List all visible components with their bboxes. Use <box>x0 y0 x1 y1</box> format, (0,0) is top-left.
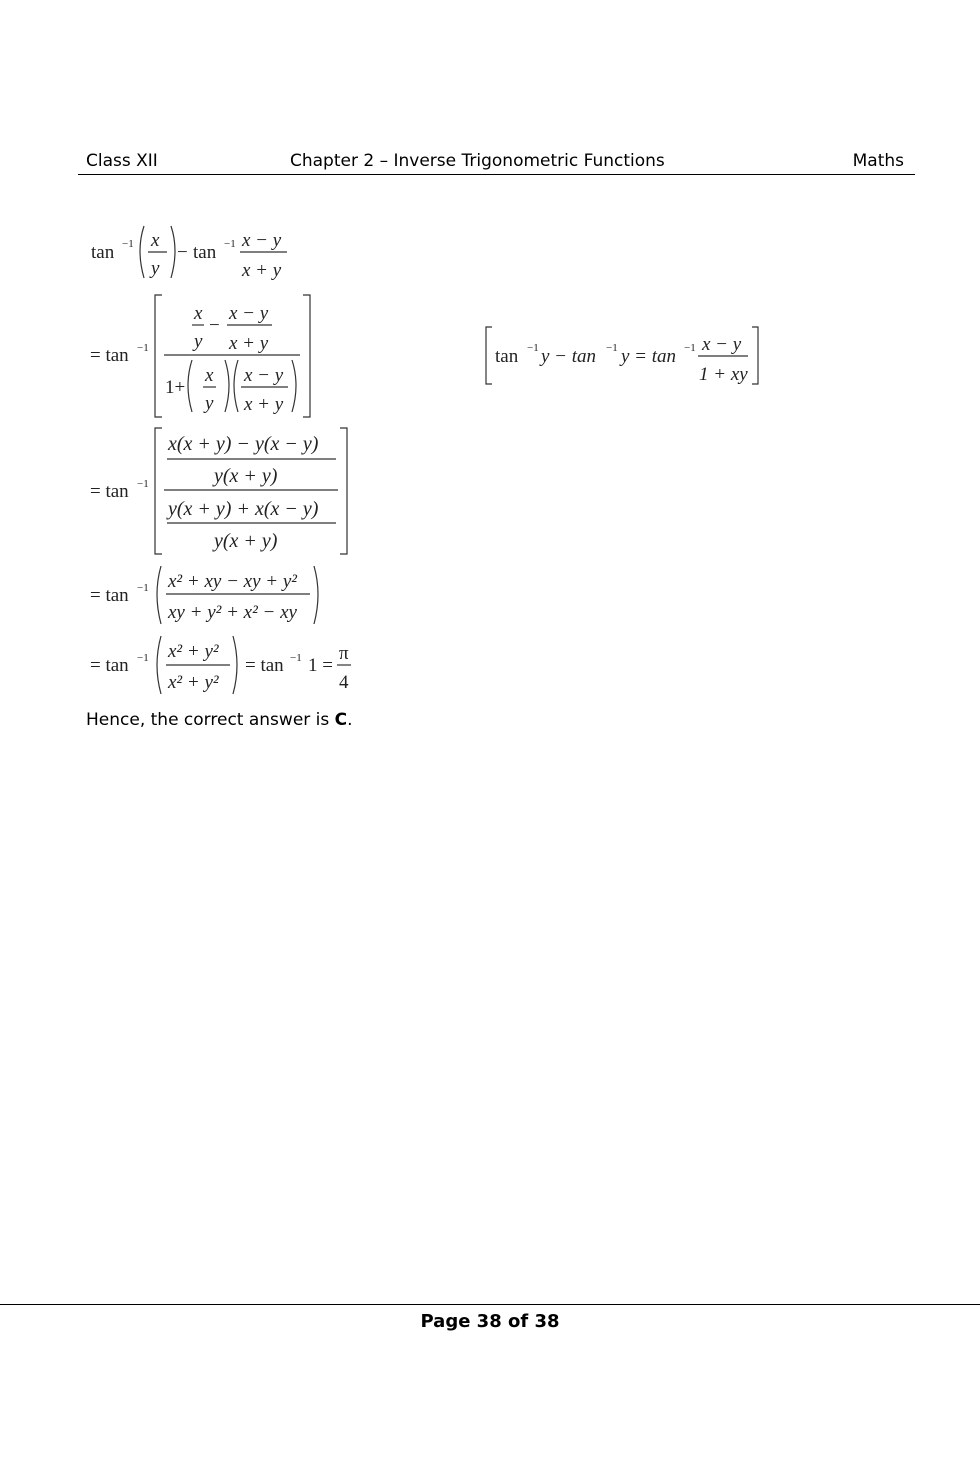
solution-derivation <box>80 220 380 700</box>
one-equals: 1 = <box>308 655 333 676</box>
header-chapter: Chapter 2 – Inverse Trigonometric Functions <box>290 151 665 171</box>
page-number: Page 38 of 38 <box>420 1311 560 1332</box>
frac-num: x − y <box>229 303 269 324</box>
eq-tan-label: = tan <box>90 655 129 676</box>
var-x: x <box>194 303 203 324</box>
identity-den: 1 + xy <box>699 364 748 385</box>
var-x: x <box>205 365 214 386</box>
inverse-sup: −1 <box>137 652 149 664</box>
line4-den: xy + y² + x² − xy <box>168 602 297 623</box>
one-plus: 1+ <box>165 377 186 398</box>
tan-label: tan <box>91 242 115 263</box>
identity-note <box>478 320 768 390</box>
var-y: y <box>205 393 214 414</box>
line3-num: x(x + y) − y(x − y) <box>168 433 319 455</box>
eq-tan-label: = tan <box>90 481 129 502</box>
inverse-sup: −1 <box>137 582 149 594</box>
frac-den: x + y <box>242 260 282 281</box>
line5-num: x² + y² <box>168 641 219 662</box>
eq-tan-label: = tan <box>245 655 284 676</box>
line3-den: y(x + y) <box>214 465 278 487</box>
var-y: y <box>151 258 160 279</box>
inverse-sup: −1 <box>527 342 539 354</box>
identity-term1: y − tan <box>541 346 597 367</box>
header-rule <box>78 174 915 175</box>
inverse-sup: −1 <box>137 342 149 354</box>
conclusion-prefix: Hence, the correct answer is <box>86 710 335 730</box>
inverse-sup: −1 <box>224 238 236 250</box>
tan-label: tan <box>193 242 217 263</box>
answer-letter: C <box>334 710 348 730</box>
eq-tan-label: = tan <box>90 345 129 366</box>
conclusion-text <box>86 710 353 730</box>
var-x: x <box>151 230 160 251</box>
frac-den: x + y <box>229 333 269 354</box>
identity-term2: y = tan <box>621 346 677 367</box>
minus-sign: − <box>177 242 188 263</box>
header-class: Class XII <box>86 151 158 171</box>
pi-symbol: π <box>339 643 349 664</box>
inverse-sup: −1 <box>606 342 618 354</box>
inverse-sup: −1 <box>290 652 302 664</box>
line5-den: x² + y² <box>168 672 219 693</box>
line3-num2: y(x + y) + x(x − y) <box>168 498 319 520</box>
footer-rule <box>0 1304 980 1305</box>
inverse-sup: −1 <box>137 478 149 490</box>
inverse-sup: −1 <box>122 238 134 250</box>
header-subject: Maths <box>852 151 904 171</box>
eq-tan-label: = tan <box>90 585 129 606</box>
var-y: y <box>194 331 203 352</box>
conclusion-suffix: . <box>347 710 353 730</box>
minus-sign: − <box>209 315 220 336</box>
line3-den2: y(x + y) <box>214 530 278 552</box>
frac-num: x − y <box>242 230 282 251</box>
four: 4 <box>339 672 349 693</box>
frac-num: x − y <box>244 365 284 386</box>
identity-num: x − y <box>702 334 742 355</box>
inverse-sup: −1 <box>684 342 696 354</box>
tan-label: tan <box>495 346 519 367</box>
frac-den: x + y <box>244 394 284 415</box>
line4-num: x² + xy − xy + y² <box>168 571 297 592</box>
